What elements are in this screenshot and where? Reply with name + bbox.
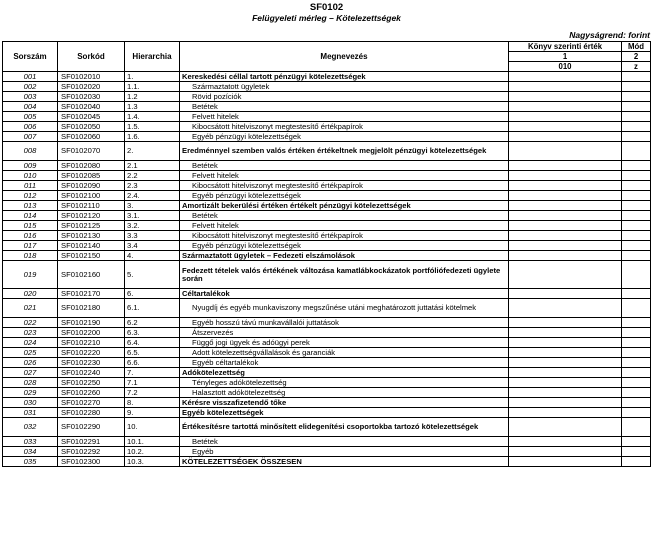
mod-cell[interactable] [622, 261, 651, 289]
row-hierarchy: 1.6. [125, 132, 180, 142]
row-name: Halasztott adókötelezettség [180, 388, 509, 398]
book-value-cell[interactable] [509, 348, 622, 358]
row-number: 013 [3, 201, 58, 211]
table-row [3, 132, 651, 142]
row-number: 022 [3, 318, 58, 328]
row-code: SF0102270 [58, 398, 125, 408]
row-hierarchy: 6.5. [125, 348, 180, 358]
col-sorkod: Sorkód [58, 42, 125, 72]
mod-cell[interactable] [622, 328, 651, 338]
book-value-cell[interactable] [509, 102, 622, 112]
row-code: SF0102300 [58, 457, 125, 467]
row-hierarchy: 6. [125, 289, 180, 299]
table-row [3, 231, 651, 241]
mod-cell[interactable] [622, 201, 651, 211]
row-code: SF0102160 [58, 261, 125, 289]
table-row [3, 299, 651, 318]
mod-cell[interactable] [622, 221, 651, 231]
row-number: 011 [3, 181, 58, 191]
row-name: Egyéb hosszú távú munkavállalói juttatások [180, 318, 509, 328]
row-code: SF0102040 [58, 102, 125, 112]
row-number: 008 [3, 142, 58, 161]
mod-cell[interactable] [622, 289, 651, 299]
col-book-value-num: 1 [509, 52, 622, 62]
row-name: Egyéb pénzügyi kötelezettségek [180, 191, 509, 201]
row-code: SF0102090 [58, 181, 125, 191]
col-mod: Mód [622, 42, 651, 52]
table-row [3, 261, 651, 289]
row-hierarchy: 10.1. [125, 437, 180, 447]
table-row [3, 112, 651, 122]
row-number: 015 [3, 221, 58, 231]
book-value-cell[interactable] [509, 388, 622, 398]
row-number: 018 [3, 251, 58, 261]
row-code: SF0102130 [58, 231, 125, 241]
row-number: 024 [3, 338, 58, 348]
row-hierarchy: 1.2 [125, 92, 180, 102]
mod-cell[interactable] [622, 181, 651, 191]
row-name: Kibocsátott hitelviszonyt megtestesítő értékpapírok [180, 181, 509, 191]
row-name: Egyéb céltartalékok [180, 358, 509, 368]
book-value-cell[interactable] [509, 378, 622, 388]
row-code: SF0102140 [58, 241, 125, 251]
mod-cell[interactable] [622, 437, 651, 447]
table-row [3, 378, 651, 388]
row-hierarchy: 6.2 [125, 318, 180, 328]
mod-cell[interactable] [622, 388, 651, 398]
book-value-cell[interactable] [509, 289, 622, 299]
mod-cell[interactable] [622, 231, 651, 241]
row-hierarchy: 4. [125, 251, 180, 261]
row-number: 019 [3, 261, 58, 289]
row-hierarchy: 1.1. [125, 82, 180, 92]
row-hierarchy: 8. [125, 398, 180, 408]
mod-cell[interactable] [622, 82, 651, 92]
row-number: 006 [3, 122, 58, 132]
table-header [3, 42, 651, 72]
row-number: 001 [3, 72, 58, 82]
row-name: Rövid pozíciók [180, 92, 509, 102]
row-code: SF0102150 [58, 251, 125, 261]
table-row [3, 348, 651, 358]
mod-cell[interactable] [622, 378, 651, 388]
row-hierarchy: 2.2 [125, 171, 180, 181]
book-value-cell[interactable] [509, 398, 622, 408]
table-row [3, 201, 651, 211]
row-number: 027 [3, 368, 58, 378]
row-number: 004 [3, 102, 58, 112]
row-hierarchy: 2.3 [125, 181, 180, 191]
row-code: SF0102292 [58, 447, 125, 457]
mod-cell[interactable] [622, 211, 651, 221]
table-row [3, 92, 651, 102]
row-hierarchy: 9. [125, 408, 180, 418]
table-row [3, 211, 651, 221]
row-code: SF0102180 [58, 299, 125, 318]
row-number: 009 [3, 161, 58, 171]
row-hierarchy: 1.4. [125, 112, 180, 122]
mod-cell[interactable] [622, 92, 651, 102]
row-hierarchy: 1.5. [125, 122, 180, 132]
row-name: Céltartalékok [180, 289, 509, 299]
mod-cell[interactable] [622, 72, 651, 82]
book-value-cell[interactable] [509, 457, 622, 467]
table-row [3, 328, 651, 338]
mod-cell[interactable] [622, 299, 651, 318]
book-value-cell[interactable] [509, 201, 622, 211]
book-value-cell[interactable] [509, 368, 622, 378]
row-code: SF0102020 [58, 82, 125, 92]
book-value-cell[interactable] [509, 132, 622, 142]
table-row [3, 289, 651, 299]
table-row [3, 368, 651, 378]
mod-cell[interactable] [622, 348, 651, 358]
liabilities-table [2, 41, 651, 467]
book-value-cell[interactable] [509, 447, 622, 457]
book-value-cell[interactable] [509, 72, 622, 82]
row-code: SF0102240 [58, 368, 125, 378]
col-book-value: Könyv szerinti érték [509, 42, 622, 52]
table-row [3, 408, 651, 418]
row-code: SF0102100 [58, 191, 125, 201]
row-name: Nyugdíj és egyéb munkaviszony megszűnése utáni meghatározott juttatási kötelmek [180, 299, 509, 318]
mod-cell[interactable] [622, 418, 651, 437]
row-hierarchy: 6.4. [125, 338, 180, 348]
row-code: SF0102290 [58, 418, 125, 437]
row-name: Amortizált bekerülési értéken értékelt pénzügyi kötelezettségek [180, 201, 509, 211]
row-code: SF0102190 [58, 318, 125, 328]
mod-cell[interactable] [622, 112, 651, 122]
book-value-cell[interactable] [509, 358, 622, 368]
row-number: 033 [3, 437, 58, 447]
book-value-cell[interactable] [509, 92, 622, 102]
table-row [3, 437, 651, 447]
row-code: SF0102010 [58, 72, 125, 82]
col-mod-num: 2 [622, 52, 651, 62]
row-hierarchy: 6.1. [125, 299, 180, 318]
row-hierarchy: 1.3 [125, 102, 180, 112]
mod-cell[interactable] [622, 122, 651, 132]
row-number: 003 [3, 92, 58, 102]
book-value-cell[interactable] [509, 318, 622, 328]
row-hierarchy: 3.2. [125, 221, 180, 231]
row-hierarchy: 7.1 [125, 378, 180, 388]
row-code: SF0102045 [58, 112, 125, 122]
row-name: Betétek [180, 437, 509, 447]
table-row [3, 82, 651, 92]
book-value-cell[interactable] [509, 221, 622, 231]
row-name: Betétek [180, 211, 509, 221]
row-hierarchy: 3. [125, 201, 180, 211]
mod-cell[interactable] [622, 457, 651, 467]
row-number: 014 [3, 211, 58, 221]
row-name: Kereskedési céllal tartott pénzügyi kötelezettségek [180, 72, 509, 82]
row-number: 010 [3, 171, 58, 181]
row-name: Betétek [180, 102, 509, 112]
row-name: Átszervezés [180, 328, 509, 338]
row-number: 031 [3, 408, 58, 418]
row-name: Felvett hitelek [180, 171, 509, 181]
row-name: Függő jogi ügyek és adóügyi perek [180, 338, 509, 348]
row-number: 023 [3, 328, 58, 338]
table-row [3, 181, 651, 191]
row-hierarchy: 3.4 [125, 241, 180, 251]
row-number: 012 [3, 191, 58, 201]
report-title: Felügyeleti mérleg – Kötelezettségek [252, 13, 401, 23]
book-value-cell[interactable] [509, 241, 622, 251]
unit-label: Nagyságrend: forint [569, 30, 650, 40]
mod-cell[interactable] [622, 241, 651, 251]
col-mod-code: z [622, 62, 651, 72]
table-row [3, 161, 651, 171]
col-book-value-code: 010 [509, 62, 622, 72]
report-code: SF0102 [309, 2, 344, 13]
book-value-cell[interactable] [509, 161, 622, 171]
table-row [3, 318, 651, 328]
row-name: Egyéb pénzügyi kötelezettségek [180, 132, 509, 142]
row-hierarchy: 2.4. [125, 191, 180, 201]
mod-cell[interactable] [622, 338, 651, 348]
mod-cell[interactable] [622, 368, 651, 378]
row-name: Kibocsátott hitelviszonyt megtestesítő értékpapírok [180, 231, 509, 241]
row-name: Adókötelezettség [180, 368, 509, 378]
row-number: 007 [3, 132, 58, 142]
table-row [3, 142, 651, 161]
row-code: SF0102210 [58, 338, 125, 348]
row-hierarchy: 2. [125, 142, 180, 161]
row-code: SF0102050 [58, 122, 125, 132]
table-row [3, 241, 651, 251]
row-number: 029 [3, 388, 58, 398]
book-value-cell[interactable] [509, 418, 622, 437]
table-body [3, 72, 651, 467]
row-hierarchy: 7.2 [125, 388, 180, 398]
mod-cell[interactable] [622, 447, 651, 457]
row-number: 028 [3, 378, 58, 388]
mod-cell[interactable] [622, 171, 651, 181]
table-row [3, 72, 651, 82]
col-megnevezes: Megnevezés [180, 42, 509, 72]
book-value-cell[interactable] [509, 211, 622, 221]
col-hierarchia: Hierarchia [125, 42, 180, 72]
row-code: SF0102120 [58, 211, 125, 221]
row-hierarchy: 2.1 [125, 161, 180, 171]
row-code: SF0102200 [58, 328, 125, 338]
row-name: Származtatott ügyletek [180, 82, 509, 92]
mod-cell[interactable] [622, 191, 651, 201]
table-row [3, 398, 651, 408]
row-name: Betétek [180, 161, 509, 171]
book-value-cell[interactable] [509, 261, 622, 289]
row-name: Felvett hitelek [180, 221, 509, 231]
mod-cell[interactable] [622, 132, 651, 142]
mod-cell[interactable] [622, 358, 651, 368]
table-row [3, 447, 651, 457]
mod-cell[interactable] [622, 318, 651, 328]
row-hierarchy: 6.3. [125, 328, 180, 338]
book-value-cell[interactable] [509, 231, 622, 241]
row-code: SF0102080 [58, 161, 125, 171]
mod-cell[interactable] [622, 161, 651, 171]
row-number: 020 [3, 289, 58, 299]
book-value-cell[interactable] [509, 82, 622, 92]
row-code: SF0102125 [58, 221, 125, 231]
book-value-cell[interactable] [509, 328, 622, 338]
row-code: SF0102220 [58, 348, 125, 358]
row-code: SF0102030 [58, 92, 125, 102]
row-name: Eredménnyel szemben valós értéken értékeltnek megjelölt pénzügyi kötelezettségek [180, 142, 509, 161]
table-row [3, 171, 651, 181]
row-name: Értékesítésre tartottá minősített elidegenítési csoportokba tartozó kötelezettségek [180, 418, 509, 437]
row-name: Tényleges adókötelezettség [180, 378, 509, 388]
mod-cell[interactable] [622, 142, 651, 161]
row-code: SF0102060 [58, 132, 125, 142]
row-code: SF0102280 [58, 408, 125, 418]
row-hierarchy: 7. [125, 368, 180, 378]
row-number: 002 [3, 82, 58, 92]
row-name: Kibocsátott hitelviszonyt megtestesítő értékpapírok [180, 122, 509, 132]
table-row [3, 338, 651, 348]
book-value-cell[interactable] [509, 142, 622, 161]
book-value-cell[interactable] [509, 408, 622, 418]
row-number: 016 [3, 231, 58, 241]
row-name: Kérésre visszafizetendő tőke [180, 398, 509, 408]
book-value-cell[interactable] [509, 338, 622, 348]
row-number: 035 [3, 457, 58, 467]
table-row [3, 122, 651, 132]
table-row [3, 221, 651, 231]
mod-cell[interactable] [622, 251, 651, 261]
table-row [3, 191, 651, 201]
row-number: 032 [3, 418, 58, 437]
book-value-cell[interactable] [509, 437, 622, 447]
book-value-cell[interactable] [509, 171, 622, 181]
table-row [3, 102, 651, 112]
row-name: Adott kötelezettségvállalások és garanciák [180, 348, 509, 358]
row-name: Egyéb pénzügyi kötelezettségek [180, 241, 509, 251]
row-hierarchy: 1. [125, 72, 180, 82]
table-row [3, 457, 651, 467]
table-row [3, 358, 651, 368]
book-value-cell[interactable] [509, 181, 622, 191]
book-value-cell[interactable] [509, 251, 622, 261]
row-code: SF0102070 [58, 142, 125, 161]
row-hierarchy: 3.1. [125, 211, 180, 221]
col-sorszam: Sorszám [3, 42, 58, 72]
table-row [3, 388, 651, 398]
row-code: SF0102260 [58, 388, 125, 398]
row-code: SF0102170 [58, 289, 125, 299]
row-number: 017 [3, 241, 58, 251]
row-number: 026 [3, 358, 58, 368]
row-number: 034 [3, 447, 58, 457]
row-hierarchy: 6.6. [125, 358, 180, 368]
table-row [3, 251, 651, 261]
row-hierarchy: 10.2. [125, 447, 180, 457]
row-hierarchy: 10.3. [125, 457, 180, 467]
row-name: Egyéb kötelezettségek [180, 408, 509, 418]
row-code: SF0102110 [58, 201, 125, 211]
row-name: KÖTELEZETTSÉGEK ÖSSZESEN [180, 457, 509, 467]
row-name: Egyéb [180, 447, 509, 457]
row-code: SF0102085 [58, 171, 125, 181]
row-number: 030 [3, 398, 58, 408]
row-code: SF0102230 [58, 358, 125, 368]
row-name: Fedezett tételek valós értékének változása kamatlábkockázatok portfóliófedezeti ügylete során [180, 261, 509, 289]
row-hierarchy: 10. [125, 418, 180, 437]
mod-cell[interactable] [622, 408, 651, 418]
row-hierarchy: 5. [125, 261, 180, 289]
row-number: 021 [3, 299, 58, 318]
row-number: 005 [3, 112, 58, 122]
table-row [3, 418, 651, 437]
mod-cell[interactable] [622, 398, 651, 408]
row-hierarchy: 3.3 [125, 231, 180, 241]
row-number: 025 [3, 348, 58, 358]
mod-cell[interactable] [622, 102, 651, 112]
book-value-cell[interactable] [509, 299, 622, 318]
row-code: SF0102291 [58, 437, 125, 447]
row-name: Származtatott ügyletek – Fedezeti elszámolások [180, 251, 509, 261]
row-name: Felvett hitelek [180, 112, 509, 122]
book-value-cell[interactable] [509, 112, 622, 122]
book-value-cell[interactable] [509, 191, 622, 201]
book-value-cell[interactable] [509, 122, 622, 132]
row-code: SF0102250 [58, 378, 125, 388]
